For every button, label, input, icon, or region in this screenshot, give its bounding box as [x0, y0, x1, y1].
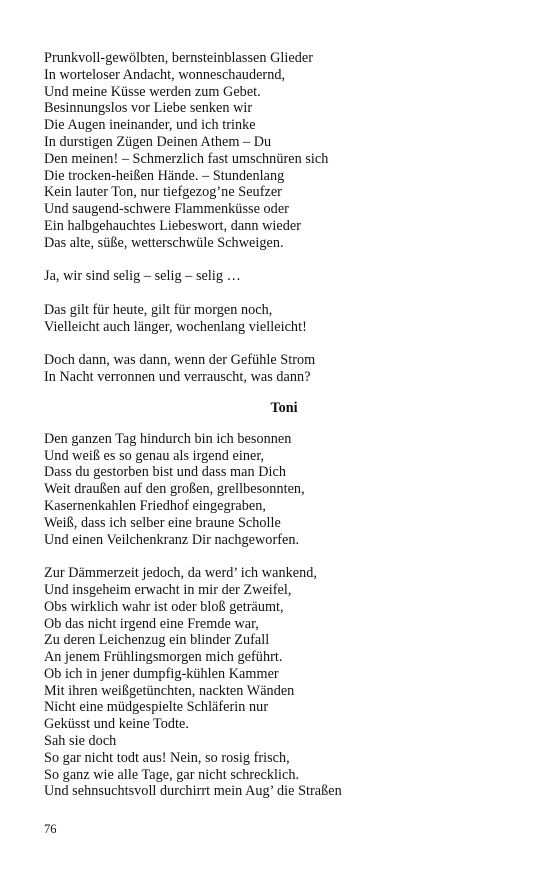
- poem-title: Toni: [270, 399, 298, 416]
- poem-line: Und meine Küsse werden zum Gebet.: [44, 83, 261, 100]
- poem-line: Besinnungslos vor Liebe senken wir: [44, 100, 253, 117]
- stanza-3: [44, 302, 514, 336]
- stanza-2: [44, 268, 514, 285]
- poem-line: An jenem Frühlingsmorgen mich geführt.: [44, 649, 283, 666]
- poem-line: Die Augen ineinander, und ich trinke: [44, 117, 256, 134]
- poem-line: Obs wirklich wahr ist oder bloß geträumt,: [44, 598, 284, 615]
- poem-line: Mit ihren weißgetünchten, nackten Wänden: [44, 682, 295, 699]
- poem-line: Und insgeheim erwacht in mir der Zweifel,: [44, 581, 292, 598]
- poem-line: Die trocken-heißen Hände. – Stundenlang: [44, 167, 285, 184]
- stanza-gap: [44, 548, 514, 565]
- poem-line: Das gilt für heute, gilt für morgen noch,: [44, 301, 273, 318]
- poem-line: Vielleicht auch länger, wochenlang vielleicht!: [44, 318, 307, 335]
- poem-line: Das alte, süße, wetterschwüle Schweigen.: [44, 234, 284, 251]
- poem-line: Und einen Veilchenkranz Dir nachgeworfen.: [44, 531, 300, 548]
- poem-line: Dass du gestorben bist und dass man Dich: [44, 464, 286, 481]
- stanza-gap: [44, 285, 514, 302]
- poem-line: Weiß, dass ich selber eine braune Scholle: [44, 514, 281, 531]
- page-body: [44, 50, 514, 800]
- stanza-gap: [44, 252, 514, 269]
- poem-line: So ganz wie alle Tage, gar nicht schrecklich.: [44, 766, 300, 783]
- poem-line: Kein lauter Ton, nur tiefgezog’ne Seufzer: [44, 184, 282, 201]
- poem-line: Geküsst und keine Todte.: [44, 716, 189, 733]
- poem-line: So gar nicht todt aus! Nein, so rosig frisch,: [44, 749, 290, 766]
- poem-line: Weit draußen auf den großen, grellbesonnten,: [44, 481, 305, 498]
- stanza-4: [44, 352, 514, 386]
- stanza-5: [44, 431, 514, 549]
- stanza-1: [44, 50, 514, 252]
- poem-line: In worteloser Andacht, wonneschaudernd,: [44, 66, 286, 83]
- stanza-6: [44, 565, 514, 800]
- poem-line: Den meinen! – Schmerzlich fast umschnüren sich: [44, 150, 329, 167]
- poem-line: Nicht eine müdgespielte Schläferin nur: [44, 699, 269, 716]
- poem-line: Und saugend-schwere Flammenküsse oder: [44, 201, 289, 218]
- stanza-gap: [44, 336, 514, 353]
- poem-line: Sah sie doch: [44, 733, 117, 750]
- poem-line: In Nacht verronnen und verrauscht, was dann?: [44, 369, 311, 386]
- poem-line: Kasernenkahlen Friedhof eingegraben,: [44, 497, 267, 514]
- poem-line: Den ganzen Tag hindurch bin ich besonnen: [44, 430, 292, 447]
- poem-line: Zur Dämmerzeit jedoch, da werd’ ich wankend,: [44, 565, 317, 582]
- poem-line: In durstigen Zügen Deinen Athem – Du: [44, 133, 272, 150]
- poem-line: Zu deren Leichenzug ein blinder Zufall: [44, 632, 270, 649]
- poem-line: Und sehnsuchtsvoll durchirrt mein Aug’ die Straßen: [44, 783, 342, 800]
- poem-line: Ob ich in jener dumpfig-kühlen Kammer: [44, 665, 279, 682]
- poem-line: Ja, wir sind selig – selig – selig …: [44, 268, 241, 285]
- poem-line: Prunkvoll-gewölbten, bernsteinblassen Glieder: [44, 50, 313, 66]
- poem-line: Und weiß es so genau als irgend einer,: [44, 447, 265, 464]
- poem-line: Ob das nicht irgend eine Fremde war,: [44, 615, 259, 632]
- page-number: 76: [44, 822, 57, 836]
- poem-line: Ein halbgehauchtes Liebeswort, dann wieder: [44, 217, 301, 234]
- poem-line: Doch dann, was dann, wenn der Gefühle Strom: [44, 352, 316, 369]
